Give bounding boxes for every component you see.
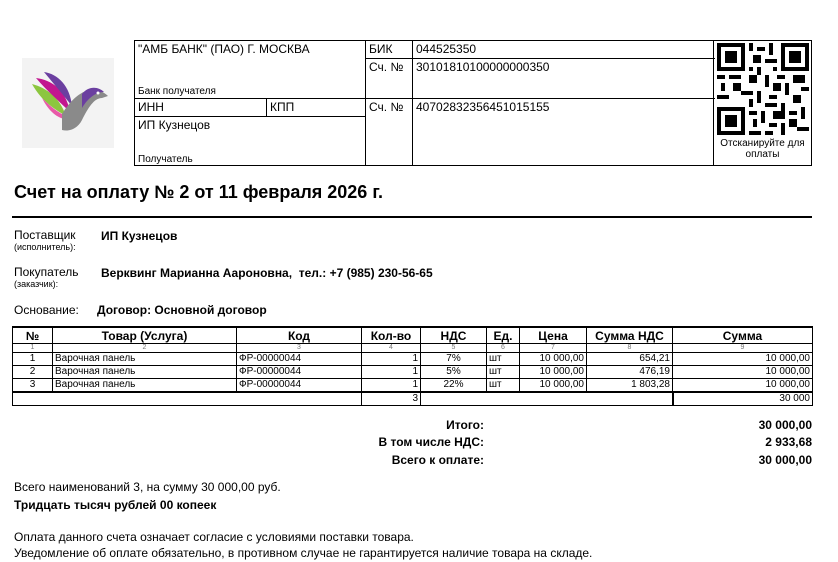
row-vat: 5% (421, 366, 487, 379)
col-index: 9 (673, 344, 813, 353)
col-header: № (13, 327, 53, 344)
row-number: 2 (13, 366, 53, 379)
account-value: 40702832356451015155 (412, 98, 715, 166)
row-vat: 22% (421, 379, 487, 393)
table-row (13, 353, 813, 366)
col-header: Код (237, 327, 362, 344)
corr-account-value: 30101810100000000350 (412, 58, 715, 98)
row-vat-sum: 476,19 (587, 366, 673, 379)
kpp-label: КПП (266, 98, 365, 116)
col-index: 8 (587, 344, 673, 353)
supplier-value: ИП Кузнецов (101, 229, 178, 243)
row-number: 3 (13, 379, 53, 393)
col-header: Цена (520, 327, 587, 344)
col-header: Товар (Услуга) (53, 327, 237, 344)
row-unit: шт (487, 353, 520, 366)
corr-account-label: Сч. № (365, 58, 412, 98)
table-header-row (13, 327, 813, 344)
row-price: 10 000,00 (520, 366, 587, 379)
bank-label: Банк получателя (138, 86, 216, 97)
row-unit: шт (487, 379, 520, 393)
company-logo (22, 58, 114, 148)
row-number: 1 (13, 353, 53, 366)
qr-caption: Отсканируйте для оплаты (720, 138, 805, 160)
vat-total-value: 2 933,68 (765, 435, 812, 449)
amount-in-words: Тридцать тысяч рублей 00 копеек (14, 498, 217, 512)
basis-label: Основание: (14, 303, 79, 317)
buyer-label-sub: (заказчик): (14, 279, 59, 289)
note-2: Уведомление об оплате обязательно, в противном случае не гарантируется наличие товара на складе. (14, 546, 593, 560)
row-code: ФР-00000044 (237, 353, 362, 366)
row-unit: шт (487, 366, 520, 379)
total-row-spacer (13, 392, 362, 406)
col-index: 7 (520, 344, 587, 353)
col-header: Сумма НДС (587, 327, 673, 344)
col-header: Сумма (673, 327, 813, 344)
row-qty: 1 (362, 353, 421, 366)
supplier-label-sub: (исполнитель): (14, 242, 76, 252)
buyer-label-text: Покупатель (14, 265, 79, 279)
buyer-value: Верквинг Марианна Аароновна, тел.: +7 (985) 230-56-65 (101, 266, 433, 280)
recipient-name: ИП Кузнецов (135, 116, 365, 166)
col-header: НДС (421, 327, 487, 344)
table-row (13, 366, 813, 379)
total-sum: 30 000 (673, 392, 813, 406)
row-sum: 10 000,00 (673, 353, 813, 366)
buyer-label (14, 266, 78, 290)
supplier-label-text: Поставщик (14, 228, 76, 242)
row-price: 10 000,00 (520, 379, 587, 393)
bik-label: БИК (365, 41, 412, 58)
note-1: Оплата данного счета означает согласие с условиями поставки товара. (14, 530, 414, 544)
row-name: Варочная панель (53, 366, 237, 379)
title-divider (12, 216, 812, 218)
col-index: 1 (13, 344, 53, 353)
qr-code-icon (717, 43, 809, 135)
table-row (13, 379, 813, 393)
goods-table (12, 326, 813, 406)
account-label: Сч. № (365, 98, 412, 166)
row-code: ФР-00000044 (237, 366, 362, 379)
col-index: 2 (53, 344, 237, 353)
row-sum: 10 000,00 (673, 379, 813, 393)
col-index: 4 (362, 344, 421, 353)
row-qty: 1 (362, 366, 421, 379)
bik-value: 044525350 (412, 41, 715, 58)
row-price: 10 000,00 (520, 353, 587, 366)
table-total-row (13, 392, 813, 406)
row-qty: 1 (362, 379, 421, 393)
supplier-label (14, 229, 76, 253)
total-qty: 3 (362, 392, 421, 406)
bank-name: "АМБ БАНК" (ПАО) Г. МОСКВА (138, 42, 310, 56)
invoice-title: Счет на оплату № 2 от 11 февраля 2026 г. (14, 182, 384, 202)
row-vat: 7% (421, 353, 487, 366)
bird-logo-icon (22, 58, 114, 148)
col-header: Ед. (487, 327, 520, 344)
col-index: 5 (421, 344, 487, 353)
inn-label: ИНН (135, 98, 266, 116)
table-index-row (13, 344, 813, 353)
row-sum: 10 000,00 (673, 366, 813, 379)
items-summary: Всего наименований 3, на сумму 30 000,00 руб. (14, 480, 281, 494)
qr-block (714, 40, 812, 166)
itogo-label: Итого: (446, 418, 484, 432)
row-name: Варочная панель (53, 379, 237, 393)
col-index: 3 (237, 344, 362, 353)
pay-total-value: 30 000,00 (758, 453, 812, 467)
row-name: Варочная панель (53, 353, 237, 366)
row-vat-sum: 1 803,28 (587, 379, 673, 393)
pay-total-label: Всего к оплате: (391, 453, 484, 467)
col-index: 6 (487, 344, 520, 353)
bank-details (134, 40, 714, 166)
basis-value: Договор: Основной договор (97, 303, 267, 317)
recipient-label: Получатель (138, 154, 193, 165)
col-header: Кол-во (362, 327, 421, 344)
total-row-spacer (421, 392, 673, 406)
itogo-value: 30 000,00 (758, 418, 812, 432)
vat-total-label: В том числе НДС: (378, 435, 484, 449)
row-code: ФР-00000044 (237, 379, 362, 393)
row-vat-sum: 654,21 (587, 353, 673, 366)
